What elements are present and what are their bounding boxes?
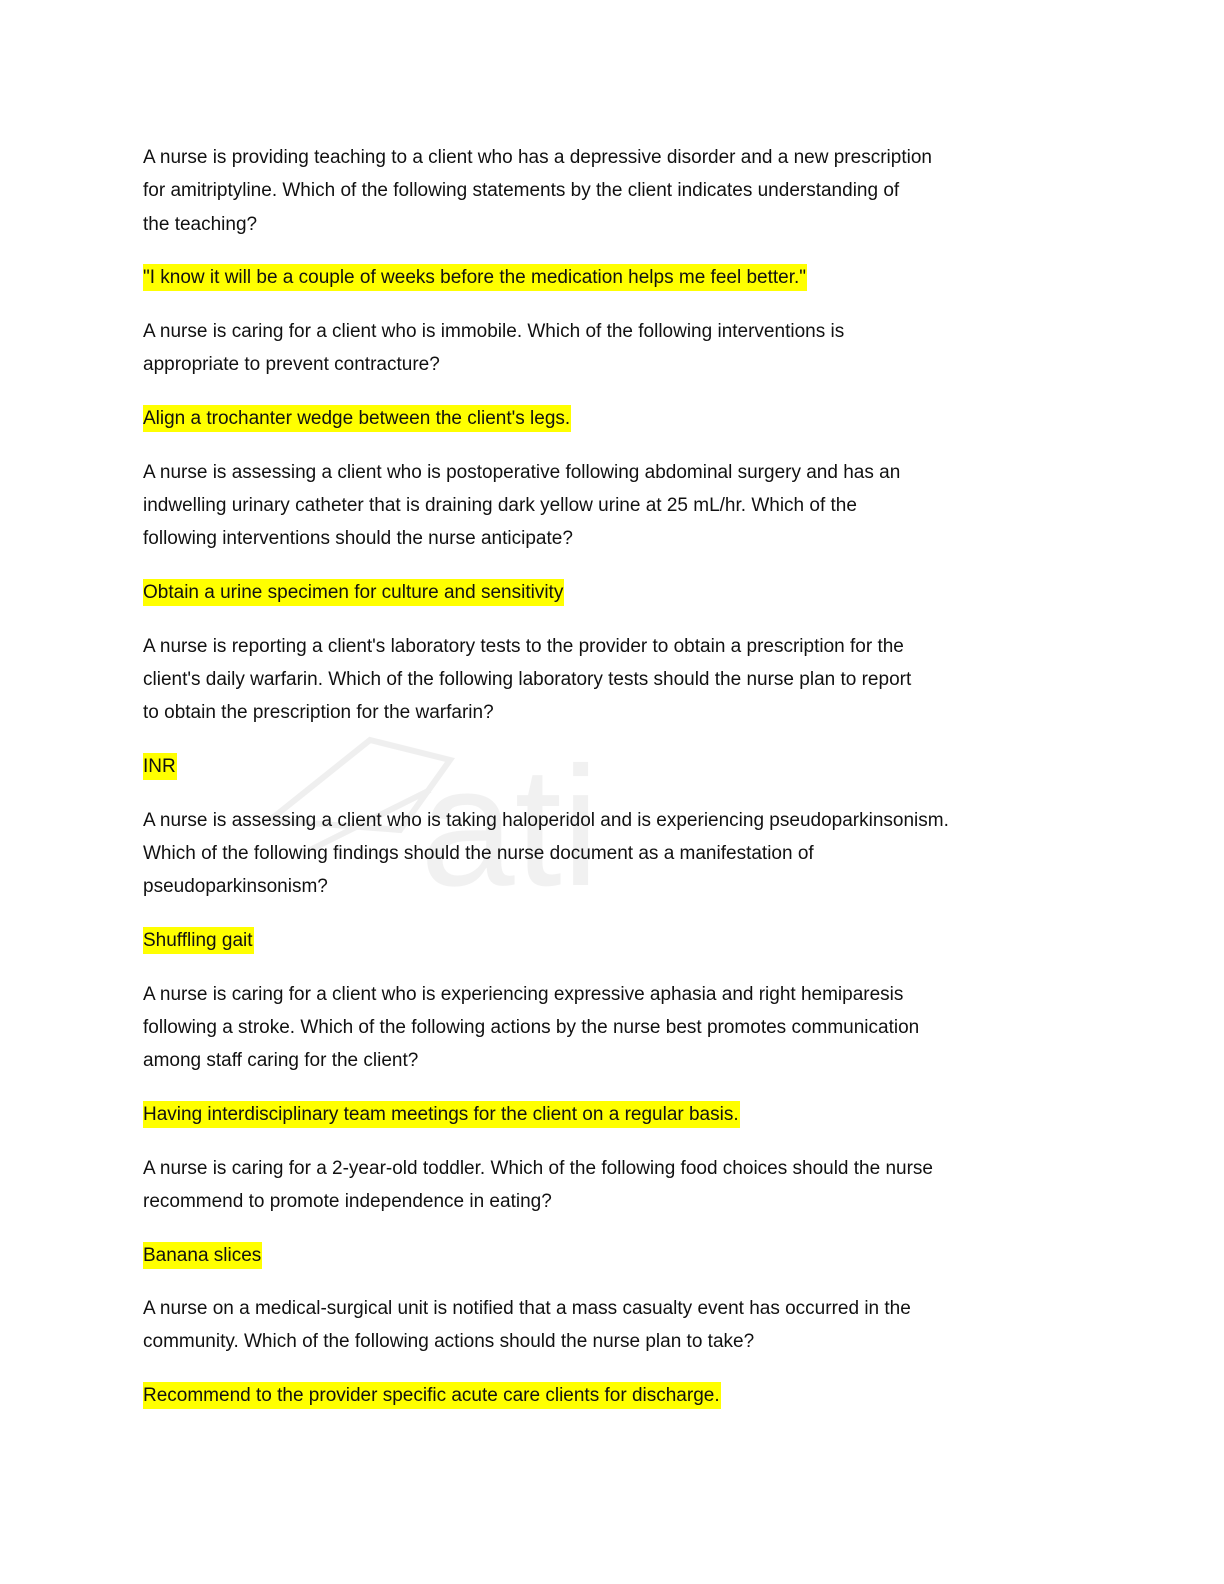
svg-text:ati: ati xyxy=(420,732,600,900)
highlighted-answer: "I know it will be a couple of weeks before the medication helps me feel better." xyxy=(143,264,807,291)
document-body xyxy=(143,141,1103,1433)
question-text xyxy=(143,456,1103,556)
question-line: A nurse is providing teaching to a client who has a depressive disorder and a new prescription xyxy=(143,147,932,168)
question-line: to obtain the prescription for the warfarin? xyxy=(143,702,494,724)
highlighted-answer: Shuffling gait xyxy=(143,927,254,954)
question-line: A nurse is caring for a client who is experiencing expressive aphasia and right hemiparesis xyxy=(143,983,904,1005)
question-line: among staff caring for the client? xyxy=(143,1050,419,1072)
question-line: following interventions should the nurse anticipate? xyxy=(143,528,573,550)
question-line: A nurse is caring for a client who is immobile. Which of the following interventions is xyxy=(143,320,845,342)
question-line: community. Which of the following actions should the nurse plan to take? xyxy=(143,1331,755,1353)
question-line: pseudoparkinsonism? xyxy=(143,876,328,898)
question-text xyxy=(143,141,1103,241)
question-text xyxy=(143,315,1103,382)
question-text xyxy=(143,1152,1103,1219)
answer-paragraph xyxy=(143,750,1103,783)
answer-paragraph xyxy=(143,576,1103,609)
question-line: A nurse is reporting a client's laboratory tests to the provider to obtain a prescription for the xyxy=(143,635,904,657)
answer-paragraph xyxy=(143,924,1103,957)
question-line: recommend to promote independence in eating? xyxy=(143,1190,552,1212)
question-line: client's daily warfarin. Which of the following laboratory tests should the nurse plan to report xyxy=(143,668,912,690)
question-line: A nurse is assessing a client who is postoperative following abdominal surgery and has an xyxy=(143,461,901,483)
question-line: for amitriptyline. Which of the following statements by the client indicates understanding of xyxy=(143,180,900,202)
question-line: A nurse is assessing a client who is taking haloperidol and is experiencing pseudoparkinsonism. xyxy=(143,809,949,831)
question-line: the teaching? xyxy=(143,213,258,235)
question-line: Which of the following findings should the nurse document as a manifestation of xyxy=(143,842,814,864)
question-line: following a stroke. Which of the following actions by the nurse best promotes communication xyxy=(143,1016,920,1038)
answer-paragraph xyxy=(143,261,1103,294)
question-text xyxy=(143,978,1103,1078)
question-line: appropriate to prevent contracture? xyxy=(143,354,440,376)
highlighted-answer: Having interdisciplinary team meetings for the client on a regular basis. xyxy=(143,1101,740,1128)
question-text xyxy=(143,1292,1103,1359)
answer-paragraph xyxy=(143,1098,1103,1131)
highlighted-answer: Recommend to the provider specific acute care clients for discharge. xyxy=(143,1382,721,1409)
highlighted-answer: INR xyxy=(143,753,177,780)
answer-paragraph xyxy=(143,402,1103,435)
question-line: indwelling urinary catheter that is draining dark yellow urine at 25 mL/hr. Which of the xyxy=(143,494,857,516)
highlighted-answer: Banana slices xyxy=(143,1242,262,1269)
highlighted-answer: Obtain a urine specimen for culture and sensitivity xyxy=(143,579,564,606)
question-text xyxy=(143,630,1103,730)
question-line: A nurse on a medical-surgical unit is notified that a mass casualty event has occurred in the xyxy=(143,1298,911,1320)
highlighted-answer: Align a trochanter wedge between the client's legs. xyxy=(143,405,571,432)
question-text xyxy=(143,804,1103,904)
question-line: A nurse is caring for a 2-year-old toddler. Which of the following food choices should the nurse xyxy=(143,1157,933,1179)
answer-paragraph xyxy=(143,1379,1103,1412)
answer-paragraph xyxy=(143,1239,1103,1272)
